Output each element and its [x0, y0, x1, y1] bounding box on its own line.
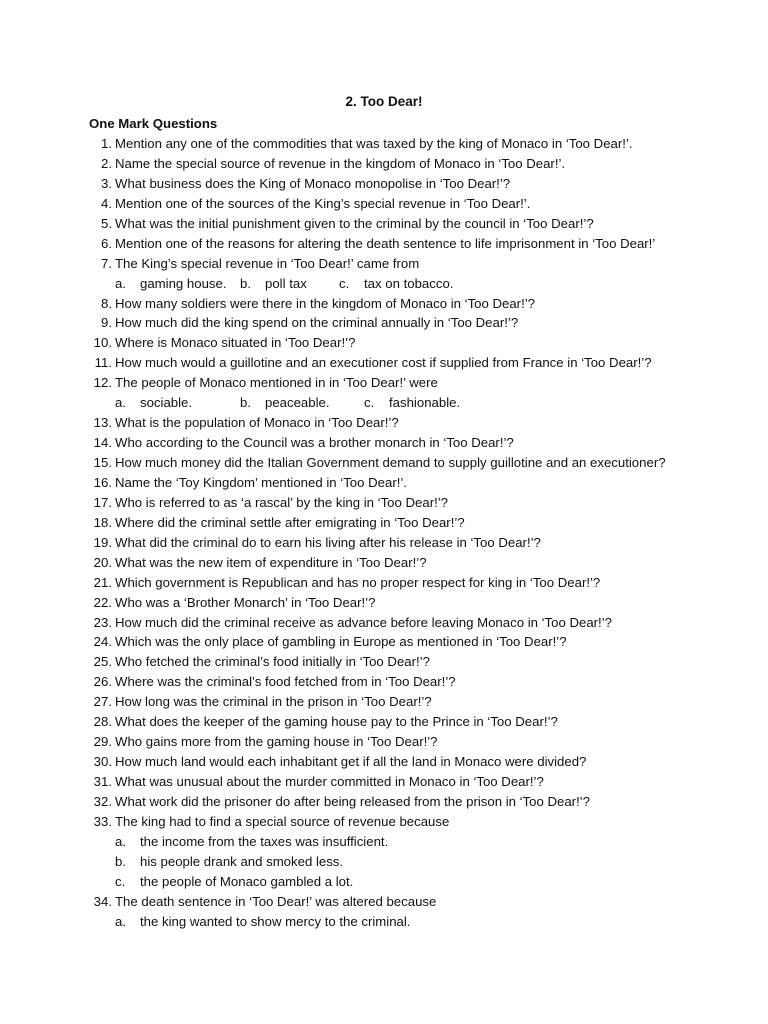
option-row [0, 912, 768, 932]
list-item [0, 493, 768, 513]
list-item [0, 792, 768, 812]
list-item [0, 692, 768, 712]
item-text: How much did the criminal receive as advance before leaving Monaco in ‘Too Dear!’? [115, 614, 612, 630]
item-text: Name the special source of revenue in the kingdom of Monaco in ‘Too Dear!’. [115, 155, 566, 171]
list-item [0, 214, 768, 234]
item-text: How much would a guillotine and an executioner cost if supplied from France in ‘Too Dear!’? [115, 355, 652, 371]
item-number: 2. [101, 155, 112, 171]
list-item [0, 573, 768, 593]
item-number: 26. [93, 674, 112, 690]
option-row [0, 872, 768, 892]
item-number: 20. [93, 554, 112, 570]
item-text: What does the keeper of the gaming house pay to the Prince in ‘Too Dear!’? [115, 714, 558, 730]
list-item [0, 772, 768, 792]
option-text: the people of Monaco gambled a lot. [140, 873, 354, 889]
option-text: fashionable. [389, 395, 461, 411]
list-item [0, 453, 768, 473]
item-text: How many soldiers were there in the kingdom of Monaco in ‘Too Dear!’? [115, 295, 536, 311]
option-text: his people drank and smoked less. [140, 853, 344, 869]
list-item [0, 234, 768, 254]
list-item [0, 533, 768, 553]
item-number: 13. [93, 415, 112, 431]
option-letter: a. [115, 275, 126, 291]
item-text: Who gains more from the gaming house in ‘Too Dear!’? [115, 734, 438, 750]
item-text: Who fetched the criminal’s food initially in ‘Too Dear!’? [115, 654, 430, 670]
option-text: the income from the taxes was insufficient. [140, 833, 389, 849]
item-number: 9. [101, 315, 112, 331]
list-item [0, 812, 768, 832]
option-letter: a. [115, 833, 126, 849]
item-number: 4. [101, 195, 112, 211]
list-item [0, 613, 768, 633]
list-item [0, 672, 768, 692]
item-text: Where is Monaco situated in ‘Too Dear!’? [115, 335, 356, 351]
item-number: 18. [93, 514, 112, 530]
item-text: Mention any one of the commodities that was taxed by the king of Monaco in ‘Too Dear!’. [115, 136, 633, 151]
item-number: 7. [101, 255, 112, 271]
item-text: How much did the king spend on the criminal annually in ‘Too Dear!’? [115, 315, 519, 331]
item-number: 15. [93, 455, 112, 470]
list-item [0, 134, 768, 154]
item-text: How much land would each inhabitant get if all the land in Monaco were divided? [115, 754, 587, 770]
option-text: poll tax [265, 275, 307, 291]
item-text: The people of Monaco mentioned in in ‘Too Dear!’ were [115, 375, 438, 391]
list-item [0, 413, 768, 433]
list-item [0, 513, 768, 533]
list-item [0, 593, 768, 613]
item-number: 19. [93, 534, 112, 550]
item-number: 28. [93, 714, 112, 730]
item-number: 29. [93, 734, 112, 750]
item-number: 34. [93, 893, 112, 909]
option-text: sociable. [140, 395, 193, 411]
section-heading: One Mark Questions [89, 116, 218, 131]
option-letter: c. [339, 275, 350, 291]
list-item [0, 254, 768, 274]
list-item [0, 433, 768, 453]
option-letter: c. [364, 395, 375, 411]
item-text: Name the ‘Toy Kingdom’ mentioned in ‘Too Dear!’. [115, 474, 407, 490]
item-number: 22. [93, 594, 112, 610]
page-title: 2. Too Dear! [345, 94, 423, 109]
item-number: 23. [93, 614, 112, 630]
item-number: 5. [101, 215, 112, 231]
list-item [0, 313, 768, 333]
question-list [0, 134, 768, 932]
list-item [0, 294, 768, 314]
item-number: 32. [93, 793, 112, 809]
item-number: 30. [93, 754, 112, 770]
item-text: Who was a ‘Brother Monarch’ in ‘Too Dear!’? [115, 594, 376, 610]
item-text: Where did the criminal settle after emigrating in ‘Too Dear!’? [115, 514, 465, 530]
item-text: How long was the criminal in the prison in ‘Too Dear!’? [115, 694, 432, 710]
list-item [0, 652, 768, 672]
list-item [0, 333, 768, 353]
item-number: 27. [93, 694, 112, 710]
option-letter: b. [115, 853, 126, 869]
list-item [0, 373, 768, 393]
item-number: 3. [101, 175, 112, 191]
item-number: 21. [93, 574, 112, 590]
item-text: Where was the criminal’s food fetched from in ‘Too Dear!’? [115, 674, 456, 690]
list-item [0, 154, 768, 174]
item-text: The king had to find a special source of revenue because [115, 813, 450, 829]
item-text: The King’s special revenue in ‘Too Dear!’ came from [115, 255, 420, 271]
item-number: 11. [94, 355, 112, 371]
option-text: gaming house. [140, 275, 227, 291]
option-letter: a. [115, 395, 126, 411]
item-text: The death sentence in ‘Too Dear!’ was altered because [115, 893, 437, 909]
item-text: Which government is Republican and has no proper respect for king in ‘Too Dear!’? [115, 574, 601, 590]
option-letter: b. [240, 395, 251, 411]
list-item [0, 353, 768, 373]
option-text: peaceable. [265, 395, 330, 411]
list-item [0, 174, 768, 194]
item-number: 12. [93, 375, 112, 391]
list-item [0, 553, 768, 573]
item-text: Who according to the Council was a brother monarch in ‘Too Dear!’? [115, 435, 514, 451]
option-row [0, 832, 768, 852]
option-text: the king wanted to show mercy to the criminal. [140, 913, 411, 929]
list-item [0, 632, 768, 652]
item-text: How much money did the Italian Government demand to supply guillotine and an executioner? [115, 455, 666, 470]
item-text: What did the criminal do to earn his living after his release in ‘Too Dear!’? [115, 534, 541, 550]
list-item [0, 752, 768, 772]
item-text: What was the initial punishment given to the criminal by the council in ‘Too Dear!’? [115, 215, 594, 231]
item-number: 14. [93, 435, 112, 451]
item-number: 8. [101, 295, 112, 311]
item-text: What was unusual about the murder committed in Monaco in ‘Too Dear!’? [115, 774, 544, 789]
item-text: What business does the King of Monaco monopolise in ‘Too Dear!’? [115, 175, 511, 191]
option-row [0, 274, 768, 294]
item-number: 17. [93, 494, 112, 510]
list-item [0, 473, 768, 493]
item-number: 24. [93, 634, 112, 650]
item-text: What was the new item of expenditure in ‘Too Dear!’? [115, 554, 427, 570]
option-row [0, 852, 768, 872]
item-text: What is the population of Monaco in ‘Too Dear!’? [115, 415, 399, 431]
option-letter: c. [115, 873, 126, 889]
option-letter: a. [115, 913, 126, 929]
option-letter: b. [240, 275, 251, 291]
item-number: 1. [101, 136, 112, 151]
list-item [0, 194, 768, 214]
item-number: 33. [93, 813, 112, 829]
item-number: 10. [93, 335, 112, 351]
option-text: tax on tobacco. [364, 275, 454, 291]
item-text: Mention one of the reasons for altering the death sentence to life imprisonment in ‘Too Dear!’ [115, 235, 656, 251]
item-number: 16. [93, 474, 112, 490]
item-text: Which was the only place of gambling in Europe as mentioned in ‘Too Dear!’? [115, 634, 567, 650]
list-item [0, 732, 768, 752]
option-row [0, 393, 768, 413]
item-number: 6. [101, 235, 112, 251]
list-item [0, 892, 768, 912]
item-text: Mention one of the sources of the King’s special revenue in ‘Too Dear!’. [115, 195, 531, 211]
list-item [0, 712, 768, 732]
item-number: 25. [93, 654, 112, 670]
item-text: What work did the prisoner do after being released from the prison in ‘Too Dear!’? [115, 793, 590, 809]
item-number: 31. [93, 774, 112, 789]
item-text: Who is referred to as ‘a rascal’ by the king in ‘Too Dear!’? [115, 494, 449, 510]
